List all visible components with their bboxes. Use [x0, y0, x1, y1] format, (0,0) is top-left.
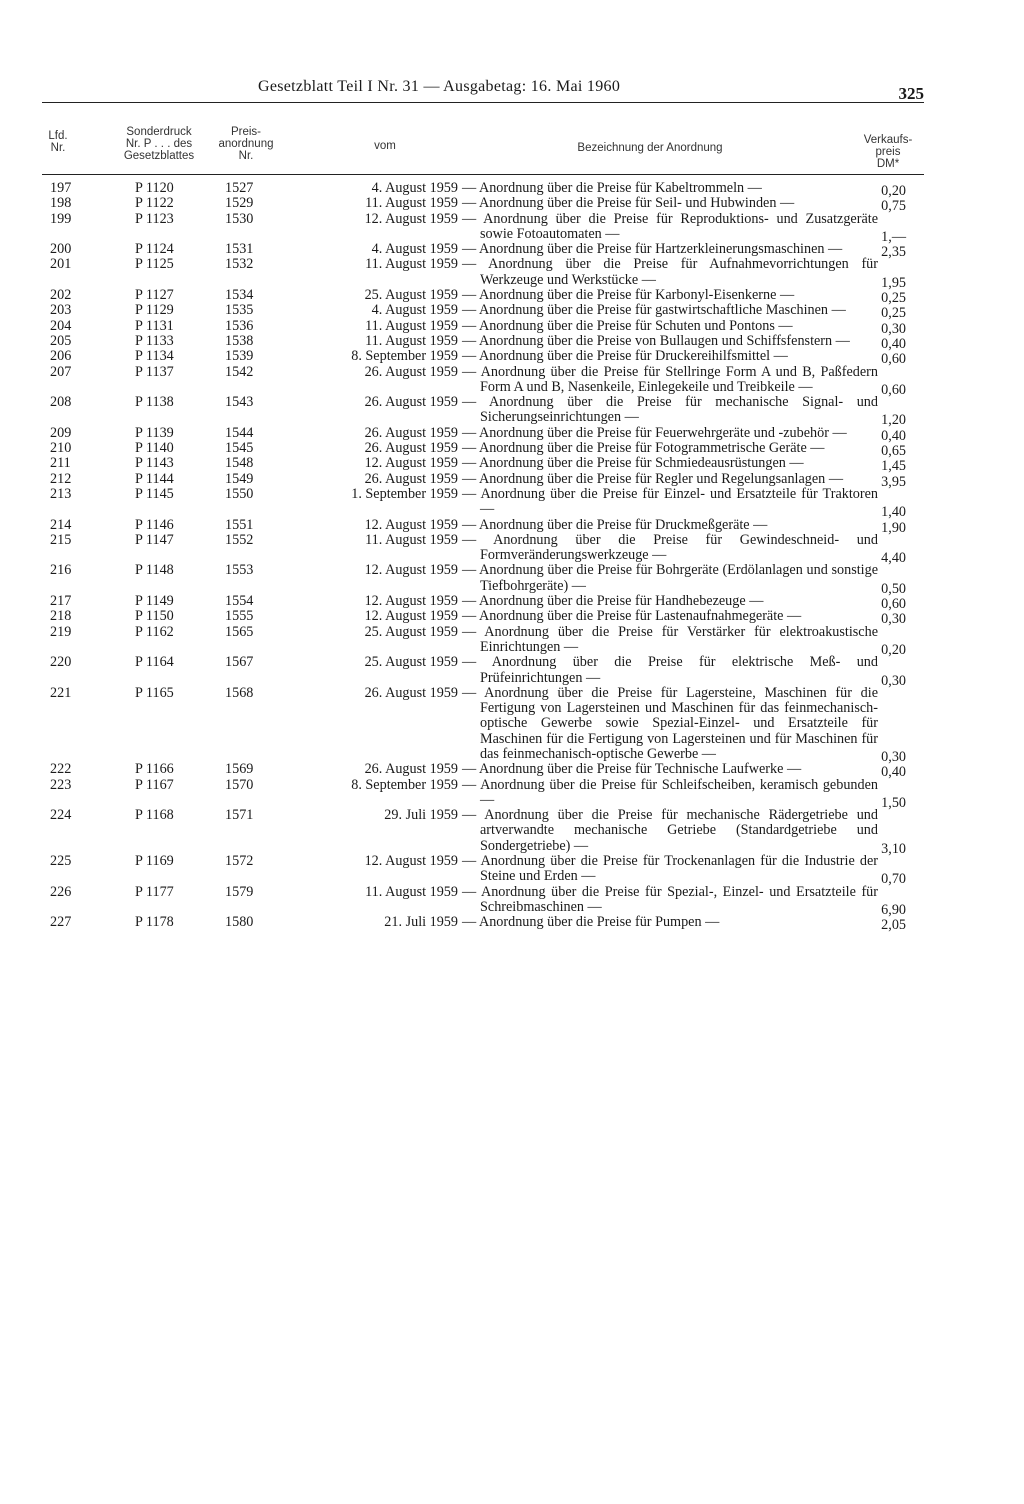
order-title: — Anordnung über die Preise für mechanische Rädergetriebe und artverwandte mechanische Getriebe (Standardgetriebe und Sondergetriebe) —: [462, 807, 878, 854]
row-number: 199: [50, 210, 72, 227]
column-header-preisanordnung: Preis- anordnung Nr.: [218, 126, 274, 162]
table-row: [40, 914, 930, 934]
preisanordnung-number: 1530: [225, 210, 254, 227]
order-title: — Anordnung über die Preise von Bullaugen und Schiffsfenstern —: [462, 332, 850, 349]
sonderdruck-number: P 1123: [135, 210, 174, 227]
sonderdruck-number: P 1127: [135, 287, 174, 304]
order-date: 8. September 1959: [351, 348, 458, 365]
order-date: 12. August 1959: [364, 562, 458, 579]
column-header-vom: vom: [374, 140, 396, 152]
row-number: 227: [50, 914, 72, 931]
preisanordnung-number: 1568: [225, 684, 254, 701]
sale-price: 1,50: [881, 794, 906, 811]
sale-price: 0,30: [881, 748, 906, 765]
row-number: 206: [50, 348, 72, 365]
table-row: [40, 317, 930, 337]
order-title: — Anordnung über die Preise für Pumpen —: [462, 914, 720, 931]
sale-price: 0,40: [881, 764, 906, 781]
order-date: 8. September 1959: [351, 776, 458, 793]
order-date: 21. Juli 1959: [384, 914, 458, 931]
order-date: 25. August 1959: [364, 654, 458, 671]
table-row: [40, 256, 930, 291]
row-number: 226: [50, 883, 72, 900]
row-number: 215: [50, 531, 72, 548]
preisanordnung-number: 1531: [225, 241, 254, 258]
preisanordnung-number: 1544: [225, 424, 254, 441]
sale-price: 1,—: [881, 228, 906, 245]
order-title: — Anordnung über die Preise für Regler und Regelungsanlagen —: [462, 470, 844, 487]
order-title: — Anordnung über die Preise für Aufnahmevorrichtungen für Werkzeuge und Werkstücke —: [462, 256, 878, 288]
sale-price: 0,60: [881, 351, 906, 368]
order-date: 12. August 1959: [364, 593, 458, 610]
order-title: — Anordnung über die Preise für Fotogrammetrische Geräte —: [462, 440, 825, 457]
order-title: — Anordnung über die Preise für Gewindeschneid- und Formveränderungswerkzeuge —: [462, 531, 878, 564]
sale-price: 0,60: [881, 596, 906, 613]
row-number: 201: [50, 256, 72, 273]
sale-price: 1,90: [881, 519, 906, 536]
order-date: 11. August 1959: [365, 317, 458, 334]
sale-price: 0,70: [881, 871, 906, 888]
preisanordnung-number: 1552: [225, 531, 254, 548]
row-number: 219: [50, 623, 72, 640]
table-row: [40, 470, 930, 490]
order-title: — Anordnung über die Preise für Trockenanlagen für die Industrie der Steine und Erden —: [462, 853, 878, 885]
sale-price: 1,20: [881, 412, 906, 429]
sale-price: 0,65: [881, 443, 906, 460]
sale-price: 0,75: [881, 198, 906, 215]
order-date: 12. August 1959: [364, 455, 458, 472]
order-date: 12. August 1959: [364, 516, 458, 533]
table-row: [40, 853, 930, 888]
order-title: — Anordnung über die Preise für Handhebezeuge —: [462, 593, 764, 610]
table-row: [40, 287, 930, 307]
order-date: 11. August 1959: [365, 256, 458, 273]
order-title: — Anordnung über die Preise für Hartzerkleinerungsmaschinen —: [462, 241, 843, 258]
row-number: 222: [50, 761, 72, 778]
preisanordnung-number: 1553: [225, 562, 254, 579]
sale-price: 1,95: [881, 274, 906, 291]
table-header: [40, 124, 930, 172]
sale-price: 1,40: [881, 504, 906, 521]
sonderdruck-number: P 1125: [135, 256, 174, 273]
row-number: 205: [50, 332, 72, 349]
order-title: — Anordnung über die Preise für Seil- und Hubwinden —: [462, 195, 795, 212]
order-title: — Anordnung über die Preise für Schleifscheiben, keramisch gebunden —: [462, 776, 878, 808]
preisanordnung-number: 1565: [225, 623, 254, 640]
order-date: 25. August 1959: [364, 287, 458, 304]
sonderdruck-number: P 1148: [135, 562, 174, 579]
sale-price: 0,40: [881, 427, 906, 444]
preisanordnung-number: 1527: [225, 180, 254, 196]
row-number: 209: [50, 424, 72, 441]
order-date: 26. August 1959: [364, 394, 458, 411]
preisanordnung-number: 1570: [225, 776, 254, 793]
table-row: [40, 485, 930, 521]
sale-price: 0,50: [881, 580, 906, 597]
table-header-divider: [42, 174, 924, 175]
table-row: [40, 562, 930, 597]
preisanordnung-number: 1545: [225, 440, 254, 457]
row-number: 211: [50, 455, 71, 472]
order-title: — Anordnung über die Preise für Druckmeßgeräte —: [462, 516, 768, 533]
table-row: [40, 684, 930, 765]
sale-price: 0,25: [881, 305, 906, 322]
preisanordnung-number: 1567: [225, 654, 254, 671]
sonderdruck-number: P 1178: [135, 914, 174, 931]
sale-price: 6,90: [881, 901, 906, 918]
table-row: [40, 776, 930, 811]
sonderdruck-number: P 1145: [135, 485, 174, 502]
row-number: 198: [50, 195, 72, 212]
table-row: [40, 623, 930, 658]
page-number: 325: [898, 84, 924, 103]
order-date: 11. August 1959: [365, 883, 458, 900]
preisanordnung-number: 1550: [225, 485, 254, 502]
order-date: 1. September 1959: [351, 485, 458, 502]
sonderdruck-number: P 1168: [135, 807, 174, 824]
preisanordnung-number: 1579: [225, 883, 254, 900]
sonderdruck-number: P 1122: [135, 195, 174, 212]
order-title: — Anordnung über die Preise für gastwirtschaftliche Maschinen —: [462, 302, 846, 319]
preisanordnung-number: 1536: [225, 317, 254, 334]
sonderdruck-number: P 1177: [135, 883, 174, 900]
table-row: [40, 394, 930, 429]
order-date: 26. August 1959: [364, 761, 458, 778]
order-date: 11. August 1959: [365, 531, 458, 548]
sonderdruck-number: P 1134: [135, 348, 174, 365]
order-date: 12. August 1959: [364, 853, 458, 870]
sale-price: 1,45: [881, 458, 906, 475]
order-title: — Anordnung über die Preise für Reproduktions- und Zusatzgeräte sowie Fotoautomaten —: [462, 210, 878, 242]
price-order-table: [40, 180, 930, 934]
preisanordnung-number: 1534: [225, 287, 254, 304]
sonderdruck-number: P 1150: [135, 608, 174, 625]
row-number: 216: [50, 562, 72, 579]
row-number: 218: [50, 608, 72, 625]
table-row: [40, 608, 930, 628]
order-title: — Anordnung über die Preise für Druckereihilfsmittel —: [462, 348, 788, 365]
table-row: [40, 302, 930, 322]
preisanordnung-number: 1580: [225, 914, 254, 931]
preisanordnung-number: 1539: [225, 348, 254, 365]
sonderdruck-number: P 1169: [135, 853, 174, 870]
order-date: 4. August 1959: [371, 241, 458, 258]
preisanordnung-number: 1538: [225, 332, 254, 349]
sale-price: 0,30: [881, 672, 906, 689]
order-date: 26. August 1959: [364, 424, 458, 441]
order-date: 26. August 1959: [364, 470, 458, 487]
order-title: — Anordnung über die Preise für elektrische Meß- und Prüfeinrichtungen —: [462, 654, 878, 686]
order-date: 25. August 1959: [364, 623, 458, 640]
row-number: 214: [50, 516, 72, 533]
order-date: 11. August 1959: [365, 332, 458, 349]
preisanordnung-number: 1542: [225, 363, 254, 380]
order-title: — Anordnung über die Preise für Stellringe Form A und B, Paßfedern Form A und B, Nasenkeile, Einlegekeile und Treibkeile —: [462, 363, 878, 395]
order-date: 12. August 1959: [364, 608, 458, 625]
preisanordnung-number: 1572: [225, 853, 254, 870]
sonderdruck-number: P 1133: [135, 332, 174, 349]
sonderdruck-number: P 1143: [135, 455, 174, 472]
row-number: 225: [50, 853, 72, 870]
sonderdruck-number: P 1124: [135, 241, 174, 258]
sale-price: 0,20: [881, 183, 906, 199]
row-number: 224: [50, 807, 72, 824]
table-row: [40, 593, 930, 613]
table-row: [40, 195, 930, 215]
preisanordnung-number: 1535: [225, 302, 254, 319]
sonderdruck-number: P 1138: [135, 394, 174, 411]
order-title: — Anordnung über die Preise für Lagersteine, Maschinen für die Fertigung von Lagersteinen und Maschinen für das feinmechanisch-optische Gewerbe sowie Spezial-Einzel- und Ersatzteile für Maschinen für die Fertigung von Lagersteinen und für Maschinen für das feinmechanisch-optische Gewerbe —: [462, 684, 878, 762]
preisanordnung-number: 1543: [225, 394, 254, 411]
sonderdruck-number: P 1146: [135, 516, 174, 533]
sonderdruck-number: P 1120: [135, 180, 174, 196]
sale-price: 2,35: [881, 244, 906, 261]
table-row: [40, 363, 930, 398]
row-number: 220: [50, 654, 72, 671]
sale-price: 2,05: [881, 917, 906, 934]
row-number: 213: [50, 485, 72, 502]
order-title: — Anordnung über die Preise für Bohrgeräte (Erdölanlagen und sonstige Tiefbohrgeräte) —: [462, 562, 878, 594]
table-row: [40, 348, 930, 368]
preisanordnung-number: 1551: [225, 516, 254, 533]
order-title: — Anordnung über die Preise für Feuerwehrgeräte und -zubehör —: [462, 424, 847, 441]
order-date: 12. August 1959: [364, 210, 458, 227]
header-divider: [42, 102, 924, 103]
sale-price: 0,25: [881, 290, 906, 307]
order-title: — Anordnung über die Preise für Lastenaufnahmegeräte —: [462, 608, 802, 625]
table-row: [40, 424, 930, 444]
preisanordnung-number: 1529: [225, 195, 254, 212]
order-title: — Anordnung über die Preise für Spezial-, Einzel- und Ersatzteile für Schreibmaschinen —: [462, 883, 878, 915]
table-row: [40, 332, 930, 352]
sonderdruck-number: P 1140: [135, 440, 174, 457]
order-title: — Anordnung über die Preise für Einzel- und Ersatzteile für Traktoren —: [462, 485, 878, 518]
column-header-sonderdruck: Sonderdruck Nr. P . . . des Gesetzblattes: [123, 126, 195, 162]
sale-price: 0,60: [881, 381, 906, 398]
table-row: [40, 807, 930, 857]
table-row: [40, 241, 930, 261]
order-title: — Anordnung über die Preise für Kabeltrommeln —: [462, 180, 762, 196]
row-number: 210: [50, 440, 72, 457]
order-title: — Anordnung über die Preise für Karbonyl-Eisenkerne —: [462, 287, 795, 304]
order-date: 11. August 1959: [365, 195, 458, 212]
order-title: — Anordnung über die Preise für Verstärker für elektroakustische Einrichtungen —: [462, 623, 878, 655]
order-title: — Anordnung über die Preise für Schmiedeausrüstungen —: [462, 455, 804, 472]
sale-price: 0,20: [881, 641, 906, 658]
table-row: [40, 531, 930, 567]
sonderdruck-number: P 1162: [135, 623, 174, 640]
sonderdruck-number: P 1129: [135, 302, 174, 319]
sonderdruck-number: P 1137: [135, 363, 174, 380]
sonderdruck-number: P 1165: [135, 684, 174, 701]
sale-price: 4,40: [881, 550, 906, 567]
page-header-title: Gesetzblatt Teil I Nr. 31 — Ausgabetag: 16. Mai 1960: [258, 78, 621, 95]
table-row: [40, 180, 930, 199]
row-number: 208: [50, 394, 72, 411]
sale-price: 3,10: [881, 840, 906, 857]
order-date: 4. August 1959: [371, 302, 458, 319]
row-number: 197: [50, 180, 72, 196]
table-row: [40, 455, 930, 475]
table-row: [40, 654, 930, 689]
table-row: [40, 761, 930, 781]
row-number: 212: [50, 470, 72, 487]
sale-price: 0,30: [881, 611, 906, 628]
row-number: 202: [50, 287, 72, 304]
preisanordnung-number: 1549: [225, 470, 254, 487]
row-number: 217: [50, 593, 72, 610]
table-row: [40, 440, 930, 460]
row-number: 203: [50, 302, 72, 319]
sonderdruck-number: P 1144: [135, 470, 174, 487]
row-number: 204: [50, 317, 72, 334]
row-number: 221: [50, 684, 72, 701]
row-number: 200: [50, 241, 72, 258]
order-date: 4. August 1959: [371, 180, 458, 196]
sonderdruck-number: P 1131: [135, 317, 174, 334]
sale-price: 0,40: [881, 335, 906, 352]
preisanordnung-number: 1555: [225, 608, 254, 625]
preisanordnung-number: 1548: [225, 455, 254, 472]
sonderdruck-number: P 1139: [135, 424, 174, 441]
table-row: [40, 883, 930, 918]
sonderdruck-number: P 1166: [135, 761, 174, 778]
sonderdruck-number: P 1164: [135, 654, 174, 671]
order-title: — Anordnung über die Preise für mechanische Signal- und Sicherungseinrichtungen —: [462, 394, 878, 426]
sale-price: 0,30: [881, 320, 906, 337]
column-header-verkaufspreis: Verkaufs- preis DM*: [863, 134, 913, 170]
column-header-lfd: Lfd. Nr.: [48, 130, 68, 154]
sonderdruck-number: P 1149: [135, 593, 174, 610]
table-row: [40, 210, 930, 245]
row-number: 223: [50, 776, 72, 793]
order-date: 26. August 1959: [364, 684, 458, 701]
preisanordnung-number: 1532: [225, 256, 254, 273]
sale-price: 3,95: [881, 473, 906, 490]
row-number: 207: [50, 363, 72, 380]
order-date: 29. Juli 1959: [384, 807, 458, 824]
sonderdruck-number: P 1147: [135, 531, 174, 548]
order-date: 26. August 1959: [364, 440, 458, 457]
preisanordnung-number: 1569: [225, 761, 254, 778]
order-title: — Anordnung über die Preise für Technische Laufwerke —: [462, 761, 802, 778]
column-header-bezeichnung: Bezeichnung der Anordnung: [577, 142, 723, 154]
order-date: 26. August 1959: [364, 363, 458, 380]
table-row: [40, 516, 930, 536]
preisanordnung-number: 1571: [225, 807, 254, 824]
order-title: — Anordnung über die Preise für Schuten und Pontons —: [462, 317, 793, 334]
sonderdruck-number: P 1167: [135, 776, 174, 793]
preisanordnung-number: 1554: [225, 593, 254, 610]
